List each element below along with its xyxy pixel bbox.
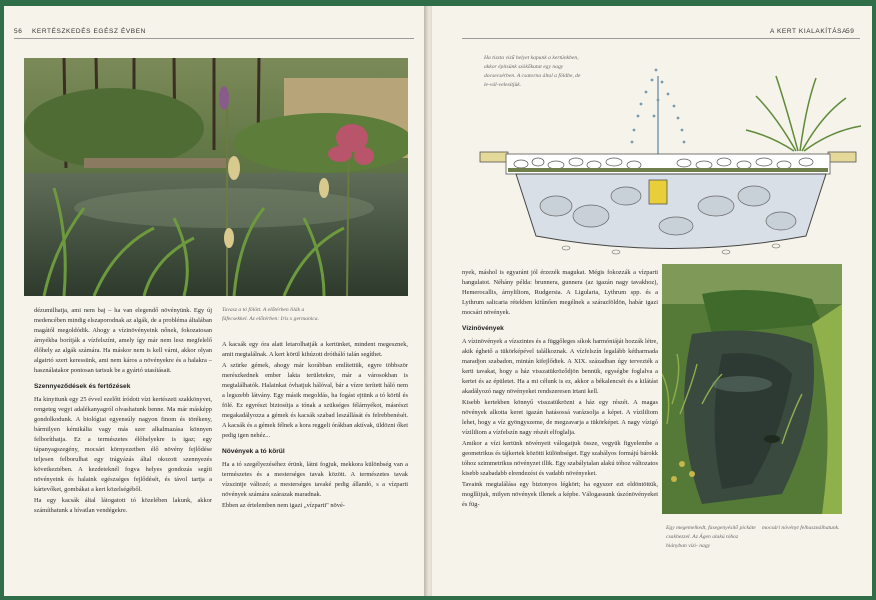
pond-iris-photo bbox=[24, 58, 408, 296]
heading-plants-around-pond: Növények a tó körül bbox=[222, 448, 285, 455]
header-rule bbox=[14, 38, 414, 39]
paragraph: nyek, máshol is egyaránt jól érzezék magukat. Mégis fokozzák a vízparti hangulatot. Néhány példa: brunnera, gunnera (az igazán nagy tavakhoz), Hemerocallis, árnyliliom, Rudgersia. A Ligularia, Lythrum spp. és a Lythrum salicaria rétekben kitűnően megélnek a szárazföldön, habár igazi mocsári növények. bbox=[462, 269, 658, 316]
header-rule bbox=[462, 38, 860, 39]
right-page bbox=[432, 6, 872, 596]
page-number-left: 56 bbox=[14, 28, 23, 35]
paragraph: Ha egy kacsák által látogatott tó közelében lakunk, akkor számíthatunk a hívatlan vendégekre. bbox=[34, 497, 212, 514]
garden-pond-photo bbox=[662, 264, 842, 514]
paragraph: A vízinövények a vízszintes és a függőleges síkok harmóniáját hozzák létre, akik éghető a tükörképével találkoznak. A vízfelszín legalább kétharmada maradjon szabadon, mintán kifejlődtek. A XIX. században úgy tervezték a kerti tavakat, hogy a ház visszatükröződjön bennük, egységbe foglalva a kertet és az épületet. Ha a mi célunk is ez, akkor a békalencsét és a kilátást akadályozó nagy növényeket rendszeresen irtani kell. bbox=[462, 338, 658, 395]
paragraph: A szürke gémek, ahogy már korábban említettük, egyre többször merészkednek ember lakta területekre, már a városokban is megtalálhatók. Halainkat óvhatjuk hálóval, bár a vízre terített háló nem a legszebb látvány. Egy másik megoldás, ha fogást ejtünk a tó körül és fölé. Ez egyrészt biztosítja a tónak a szükséges félárnyékot, másrészt megakadályozza a gémek és kacsák szabad leszállását és felrebbenését. A kacsák és a gémek félnek a kora reggeli órákban aktívak, üldözni őket pedig igen nehéz... bbox=[222, 362, 408, 439]
page-number-right: 59 bbox=[846, 28, 855, 35]
paragraph: Tavaink megtalálása egy biztonyos légkört; ha egyszer ezt eldöntöttük, mogllítjuk, milyen növények illenek a képbe. Válogassunk úszónövényeket és füg- bbox=[462, 481, 658, 508]
paragraph: Ha kinyitunk egy 25 évvel ezelőtt íródott vízi kertészeti szakkönyvet, rengeteg vegyi adalékanyagról olvashatunk benne. Ma már másképp gondolkodunk. A biológiai egyensúly nagyon finom és törékeny, bármilyen kémikália vagy más szer alkalmazása könnyen felboríthatja. Ez a természetes élőhelyekre is igaz; egy tápanyagszegény, mocsári környezetben élő növény fejlődése teljesen felborulhat egy trágyázás által okozott szennyezés következtében. A kezdeteknél fogva helyes gondozás segíti növényeink és halaink egészséges fejlődését, és távol tartja a kártevőket, gombákat a kert közelségéből. bbox=[34, 396, 212, 493]
paragraph: Amikor a vízi kertünk növényeit válogatjuk össze, vegyük figyelembe a geometrikus és tájkertek közötti különbséget. Egy szabályos formájú bárokk tóhoz szimmetrikus növényzet illik. Egy szabálytalan alakú tóhoz változatos kisebb szabadabb elrendezést és vadabb növényeket. bbox=[462, 440, 658, 477]
left-page bbox=[4, 6, 428, 596]
running-head-right: A KERT KIALAKÍTÁSA bbox=[770, 28, 848, 35]
photo-caption-left: Tavasz a tó fölött. A előtérben lilák a fáfecsekkel. Az előtérben: Iris x germanica. bbox=[222, 307, 319, 322]
photo-caption-right-1: Egy megemelkedt, fasegenyésítő pickáte csakhezzel. Az Ágen alakú tóhoz hiányban vízi- nagy bbox=[666, 525, 756, 549]
fountain-cross-section-diagram bbox=[476, 56, 866, 256]
paragraph: Ha a tó szegélyezéséhez érünk, látni fogjuk, mekkora különbség van a természetes és a mesterséges tavak között. A természetes tavak vízszintje változó; a mesterséges tavaké pedig állandó, s a vízparti növények számára szárazak maradnak. bbox=[222, 461, 408, 498]
photo-caption-right-2: mocsári növényt felhasználhatunk. bbox=[762, 525, 840, 531]
left-column-2 bbox=[222, 340, 408, 512]
heading-aquatic-plants: Vízinövények bbox=[462, 325, 504, 332]
paragraph: Kisebb kertekben könnyű visszatükrözni a ház egy részét. A magas növények alkotta keret igazán hatásossá varázsolja a képet. A vízililiom lehet, hogy a víz gyöngyszeme, de megzavarja a tükörképet. A nagy vízigó vízililiom a vízfelszín nagy részét elfoglalja. bbox=[462, 399, 658, 436]
paragraph: dézumilhatja, ami nem baj – ha van elegendő növényünk. Egy új medencében mindig elszaporodnak az algák, de a probléma általában magától megoldódik. Ahogy a vízinövényeink nőnek, fokozatosan árnyékba borítják a vízfelszínt, amely így már nem lesz megfelelő élőhely az algák számára. Ha máskor nem is kell várni, akkor olyan algairtó szert keressünk, ami nem káros a növényekre és a halakra – használatakor pontosan tartsuk be a gyártó utasításait. bbox=[34, 307, 212, 374]
paragraph: A kacsák egy óra alatt letarolhatják a kertünket, mindent megesznek, amit megtalálnak. A kert körül kihúzott drótháló talán segíthet. bbox=[222, 341, 408, 358]
running-head-left: KERTÉSZKEDÉS EGÉSZ ÉVBEN bbox=[32, 28, 146, 35]
left-column-1 bbox=[34, 306, 212, 517]
right-column-1 bbox=[462, 268, 658, 511]
diagram-caption: Ha tiszta vizű helyet kapunk a kertünkben, akkor építsünk szökőkutat egy nagy docsecsérben. A csatorna által a földbe, de le-vál-velesítjük. bbox=[484, 55, 581, 88]
heading-pollution: Szennyeződések és fertőzések bbox=[34, 383, 131, 390]
paragraph: Ebben az értelemben nem igazi „vízparti" növé- bbox=[222, 502, 345, 509]
